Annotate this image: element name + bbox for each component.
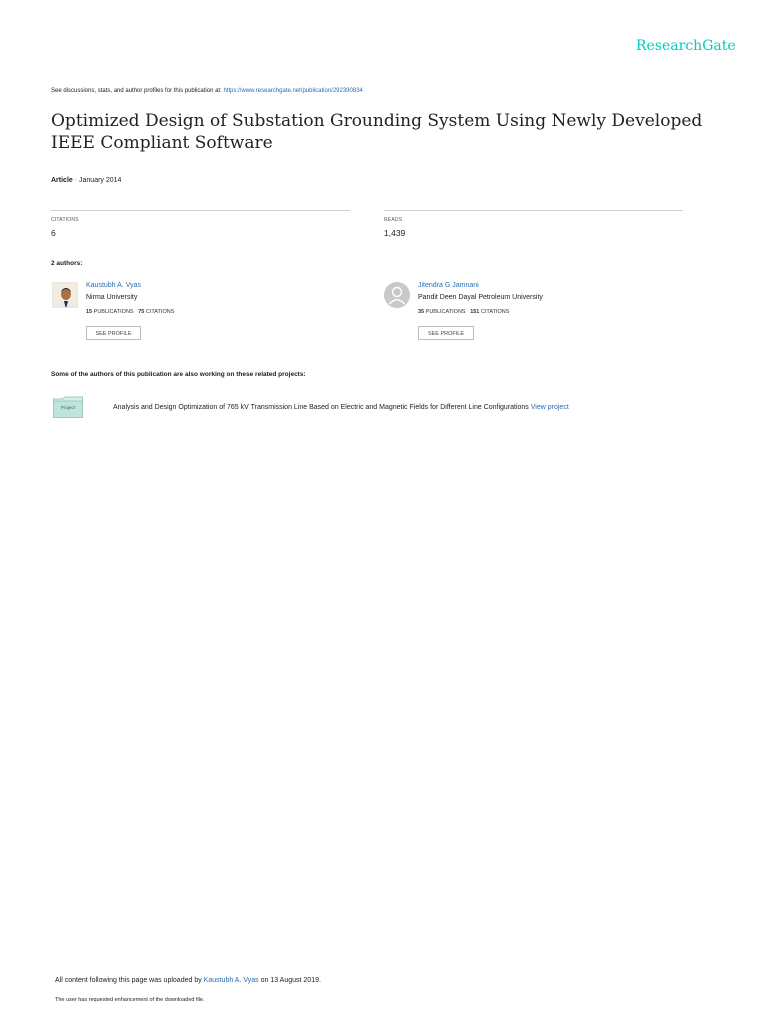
project-folder-icon[interactable]: [53, 396, 83, 418]
author-1-citations-count: 75: [138, 309, 145, 315]
author-1-publications-label: PUBLICATIONS: [92, 309, 134, 315]
author-1-affiliation: Nirma University: [86, 294, 138, 301]
reads-label: READS: [384, 217, 403, 223]
publication-date: · January 2014: [72, 177, 122, 184]
author-2-citations-label: CITATIONS: [479, 309, 510, 315]
citations-label: CITATIONS: [51, 217, 79, 223]
publication-meta: [51, 177, 121, 184]
author-2-citations-count: 151: [470, 309, 480, 315]
project-icon-label: Project: [60, 405, 75, 410]
upload-notice: [55, 977, 321, 984]
upload-notice-suffix: on 13 August 2019.: [258, 977, 321, 984]
profile-disclaimer: [51, 88, 363, 94]
author-1-publications-count: 15: [86, 309, 93, 315]
reads-count: 1,439: [384, 228, 406, 238]
publication-type: Article: [51, 177, 73, 184]
enhancement-note: The user has requested enhancement of the downloaded file.: [55, 997, 205, 1003]
author-photo-icon: [53, 283, 78, 308]
upload-notice-prefix: All content following this page was uploaded by: [55, 977, 204, 984]
author-1-citations-label: CITATIONS: [144, 309, 175, 315]
authors-heading: 2 authors:: [51, 260, 83, 267]
project-title: Analysis and Design Optimization of 765 kV Transmission Line Based on Electric and Magnetic Fields for Different Line Configurations: [113, 404, 531, 411]
citations-count: 6: [51, 228, 56, 238]
researchgate-logo[interactable]: ResearchGate: [636, 38, 736, 54]
related-projects-heading: Some of the authors of this publication are also working on these related projects:: [51, 371, 306, 378]
user-icon: [384, 282, 410, 308]
publication-url-link[interactable]: https://www.researchgate.net/publication/292390834: [223, 88, 363, 94]
author-1-name[interactable]: Kaustubh A. Vyas: [86, 282, 141, 289]
disclaimer-text: See discussions, stats, and author profiles for this publication at:: [51, 88, 224, 94]
author-2-publications-count: 35: [418, 309, 425, 315]
project-entry: [113, 404, 569, 411]
uploader-link[interactable]: Kaustubh A. Vyas: [203, 977, 259, 984]
reads-divider: [384, 210, 683, 211]
publication-title: Optimized Design of Substation Grounding System Using Newly Developed IEEE Compliant Software: [51, 111, 703, 153]
citations-divider: [51, 210, 350, 211]
author-2-affiliation: Pandit Deen Dayal Petroleum University: [418, 294, 543, 301]
author-1-stats: [86, 309, 174, 315]
view-project-link[interactable]: View project: [530, 404, 569, 411]
author-avatar-photo[interactable]: [52, 282, 78, 308]
author-avatar-placeholder[interactable]: [384, 282, 410, 308]
author-2-name[interactable]: Jitendra G Jamnani: [418, 282, 479, 289]
author-1-see-profile-button[interactable]: SEE PROFILE: [86, 326, 141, 340]
author-2-see-profile-button[interactable]: SEE PROFILE: [418, 326, 474, 340]
author-2-publications-label: PUBLICATIONS: [424, 309, 466, 315]
author-2-stats: [418, 309, 509, 315]
